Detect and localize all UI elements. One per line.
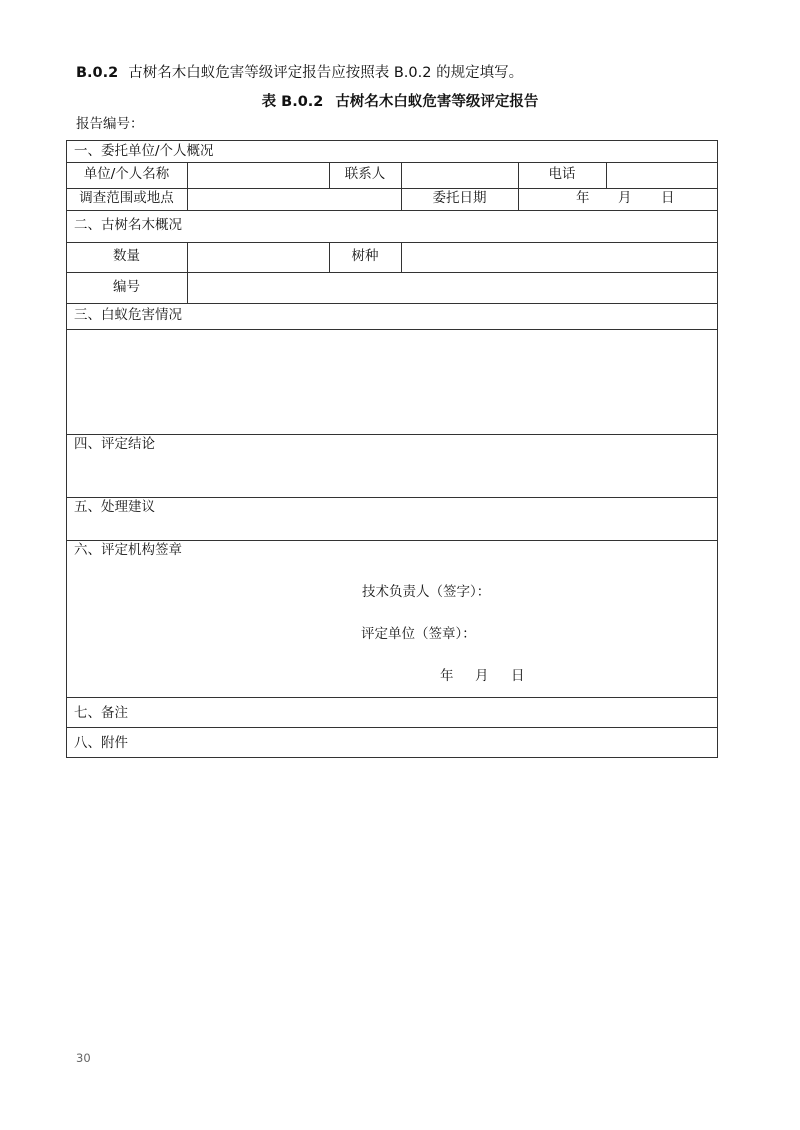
commission-date-label: 委托日期: [432, 190, 487, 206]
report-form: [66, 140, 718, 758]
rule: [66, 727, 718, 728]
rule: [717, 140, 718, 758]
intro-text: 古树名木白蚁危害等级评定报告应按照表 B.0.2 的规定填写。: [128, 65, 524, 81]
report-number-label: 报告编号：: [76, 116, 144, 132]
rule: [518, 188, 519, 210]
sign-date-year: 年: [440, 668, 454, 684]
rule: [66, 757, 718, 758]
section-4-title: 四、评定结论: [74, 436, 155, 452]
section-8-title: 八、附件: [74, 735, 128, 751]
rule: [401, 242, 402, 272]
rule: [401, 162, 402, 188]
contact-label: 联系人: [344, 166, 386, 182]
rule: [66, 162, 718, 163]
rule: [66, 497, 718, 498]
rule: [187, 162, 188, 188]
rule: [187, 188, 188, 210]
species-label: 树种: [351, 248, 379, 264]
section-7-title: 七、备注: [74, 705, 128, 721]
rule: [66, 188, 718, 189]
section-5-title: 五、处理建议: [74, 499, 155, 515]
table-title-text: 古树名木白蚁危害等级评定报告: [335, 94, 539, 110]
sign-date-day: 日: [511, 668, 525, 684]
section-2-title: 二、古树名木概况: [74, 217, 182, 233]
eval-unit-seal-label: 评定单位（签章）：: [361, 626, 476, 642]
survey-scope-label: 调查范围或地点: [79, 190, 174, 206]
rule: [187, 242, 188, 272]
phone-label: 电话: [548, 166, 576, 182]
commission-date-year: 年: [576, 190, 590, 206]
section-3-title: 三、白蚁危害情况: [74, 307, 182, 323]
rule: [66, 303, 718, 304]
section-6-title: 六、评定机构签章: [74, 542, 182, 558]
rule: [66, 272, 718, 273]
intro-line: [76, 61, 523, 82]
rule: [66, 329, 718, 330]
number-label: 编号: [113, 279, 140, 295]
rule: [66, 140, 718, 141]
section-1-title: 一、委托单位/个人概况: [74, 143, 214, 159]
commission-date-day: 日: [661, 190, 675, 206]
table-title: [0, 90, 800, 111]
tech-lead-signature-label: 技术负责人（签字）：: [362, 584, 491, 600]
intro-number: B.0.2: [76, 65, 119, 81]
rule: [66, 210, 718, 211]
rule: [66, 540, 718, 541]
rule: [66, 140, 67, 758]
page-number: 30: [76, 1051, 91, 1065]
rule: [66, 242, 718, 243]
sign-date-month: 月: [475, 668, 489, 684]
rule: [66, 697, 718, 698]
rule: [606, 162, 607, 188]
commission-date-month: 月: [618, 190, 632, 206]
table-number: 表 B.0.2: [261, 94, 324, 110]
quantity-label: 数量: [113, 248, 140, 264]
rule: [66, 434, 718, 435]
rule: [187, 272, 188, 303]
unit-name-label: 单位/个人名称: [83, 166, 170, 182]
